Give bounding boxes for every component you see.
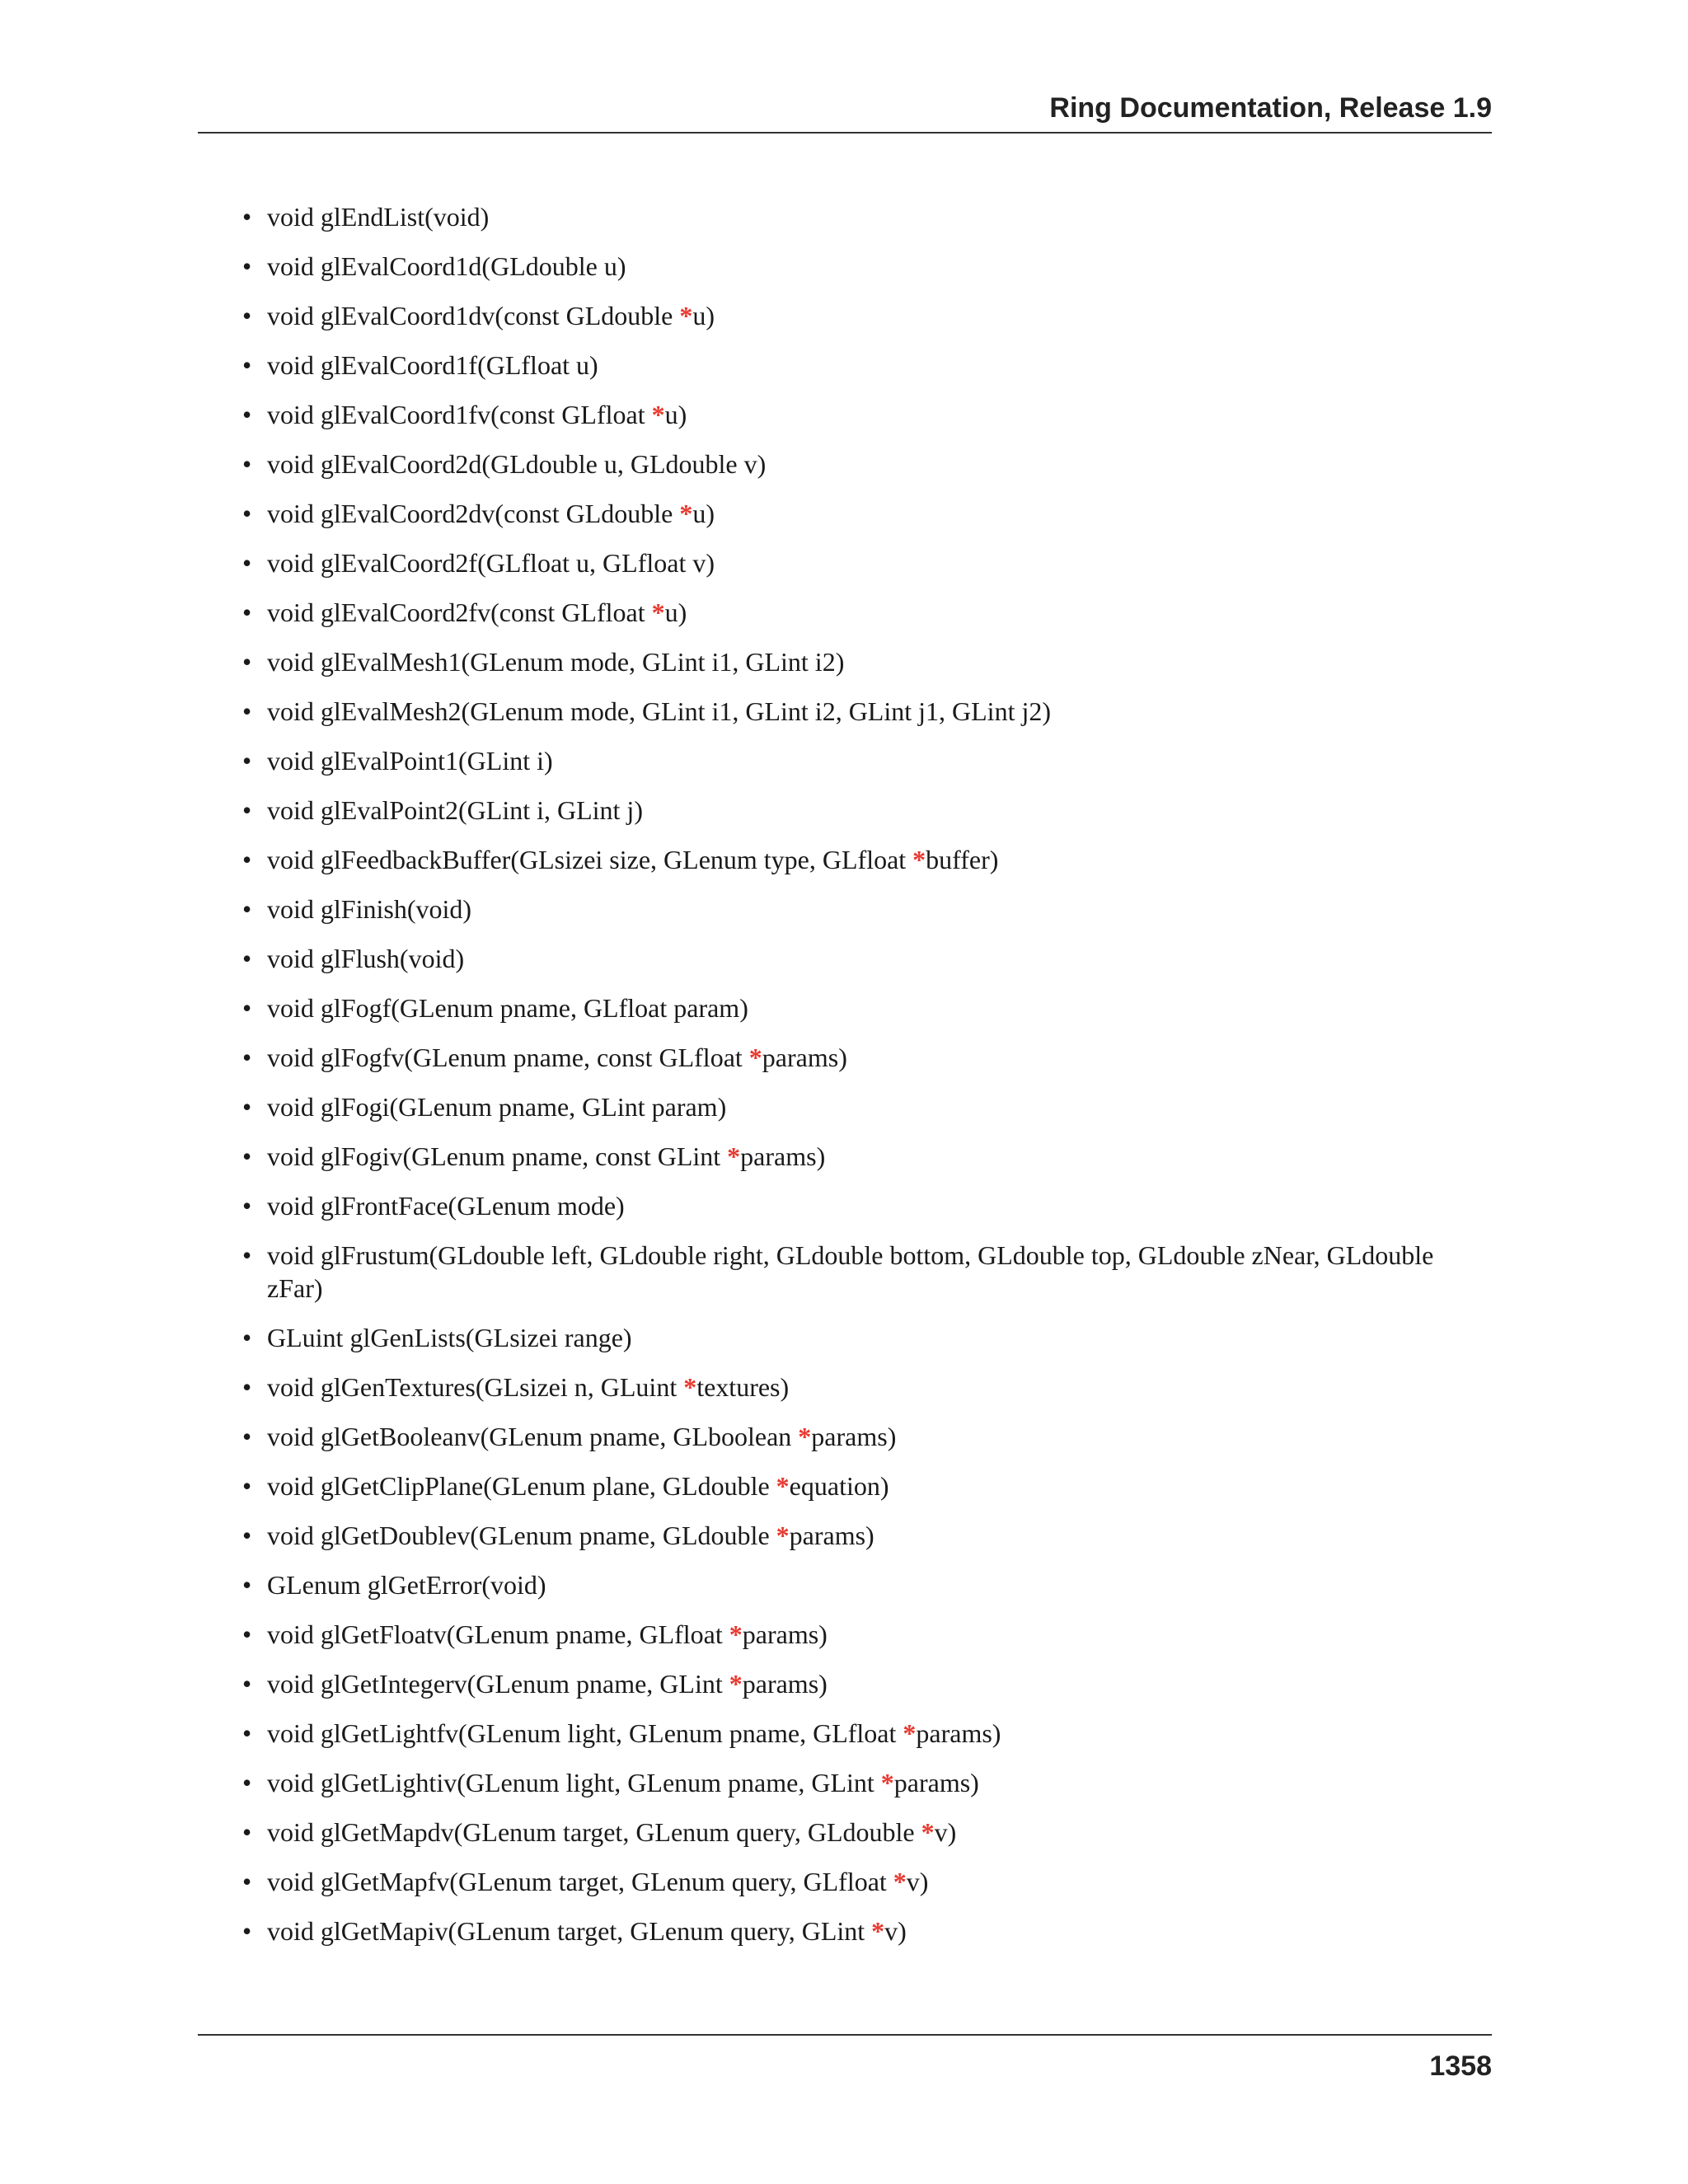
- pointer-star: *: [880, 1768, 894, 1797]
- bullet-icon: •: [242, 845, 252, 874]
- signature-text: void glGetMapfv(GLenum target, GLenum query, GLfloat: [267, 1867, 893, 1896]
- signature-text: void glEvalCoord2f(GLfloat u, GLfloat v): [267, 548, 715, 578]
- bullet-icon: •: [242, 1191, 252, 1221]
- signature-text: void glFogiv(GLenum pname, const GLint: [267, 1141, 728, 1171]
- signature-text-after-pointer: params): [811, 1422, 897, 1451]
- list-item: [242, 1568, 1492, 1601]
- signature-text: void glFrontFace(GLenum mode): [267, 1191, 625, 1221]
- pointer-star: *: [679, 499, 693, 528]
- pointer-star: *: [893, 1867, 907, 1896]
- function-list: [242, 200, 1492, 1964]
- function-signature: [267, 350, 598, 380]
- bullet-icon: •: [242, 1141, 252, 1171]
- function-signature: [267, 1141, 825, 1171]
- bullet-icon: •: [242, 1867, 252, 1896]
- signature-text: void glGetDoublev(GLenum pname, GLdouble: [267, 1521, 776, 1550]
- signature-text-after-pointer: v): [934, 1817, 957, 1847]
- bullet-icon: •: [242, 647, 252, 677]
- signature-text: void glEvalCoord2d(GLdouble u, GLdouble v): [267, 449, 767, 479]
- signature-text-after-pointer: buffer): [926, 845, 999, 874]
- bullet-icon: •: [242, 1669, 252, 1699]
- bullet-icon: •: [242, 251, 252, 281]
- function-signature: [267, 845, 998, 874]
- function-signature: [267, 1323, 632, 1352]
- function-signature: [267, 449, 766, 479]
- list-item: [242, 1865, 1492, 1898]
- bullet-icon: •: [242, 1092, 252, 1122]
- function-signature: [267, 746, 553, 776]
- bullet-icon: •: [242, 499, 252, 528]
- pointer-star: *: [871, 1916, 885, 1946]
- signature-text: void glFinish(void): [267, 894, 472, 924]
- list-item: [242, 1090, 1492, 1123]
- signature-text: void glFrustum(GLdouble left, GLdouble right, GLdouble bottom, GLdouble top, GLdouble zNear, GLdouble zFar): [267, 1240, 1434, 1303]
- signature-text: void glGetLightfv(GLenum light, GLenum pname, GLfloat: [267, 1718, 903, 1748]
- bullet-icon: •: [242, 1521, 252, 1550]
- bullet-icon: •: [242, 1422, 252, 1451]
- bullet-icon: •: [242, 1768, 252, 1797]
- list-item: [242, 1519, 1492, 1552]
- page-number: 1358: [1429, 2050, 1492, 2082]
- function-signature: [267, 696, 1051, 726]
- function-signature: [267, 944, 464, 973]
- signature-text: void glEvalMesh2(GLenum mode, GLint i1, GLint i2, GLint j1, GLint j2): [267, 696, 1051, 726]
- function-signature: [267, 301, 715, 330]
- function-signature: [267, 1817, 956, 1847]
- pointer-star: *: [651, 598, 665, 627]
- signature-text: void glGetBooleanv(GLenum pname, GLboolean: [267, 1422, 799, 1451]
- list-item: [242, 497, 1492, 530]
- function-signature: [267, 1471, 889, 1501]
- signature-text-after-pointer: params): [893, 1768, 979, 1797]
- function-signature: [267, 1669, 828, 1699]
- list-item: [242, 1041, 1492, 1074]
- list-item: [242, 299, 1492, 332]
- list-item: [242, 1618, 1492, 1651]
- signature-text: void glEvalPoint1(GLint i): [267, 746, 553, 776]
- document-title: Ring Documentation, Release 1.9: [1049, 92, 1492, 124]
- signature-text: void glFogf(GLenum pname, GLfloat param): [267, 993, 748, 1023]
- signature-text: void glEvalMesh1(GLenum mode, GLint i1, GLint i2): [267, 647, 845, 677]
- bullet-icon: •: [242, 894, 252, 924]
- bullet-icon: •: [242, 1240, 252, 1270]
- list-item: [242, 645, 1492, 678]
- bullet-icon: •: [242, 1323, 252, 1352]
- bullet-icon: •: [242, 993, 252, 1023]
- list-item: [242, 1239, 1492, 1305]
- signature-text: void glGetLightiv(GLenum light, GLenum pname, GLint: [267, 1768, 881, 1797]
- list-item: [242, 942, 1492, 975]
- function-signature: [267, 1570, 546, 1600]
- function-signature: [267, 598, 687, 627]
- function-signature: [267, 1043, 847, 1072]
- pointer-star: *: [683, 1372, 697, 1402]
- page-footer: [198, 2034, 1492, 2082]
- list-item: [242, 794, 1492, 827]
- function-signature: [267, 1619, 828, 1649]
- function-signature: [267, 499, 715, 528]
- pointer-star: *: [776, 1521, 790, 1550]
- function-signature: [267, 1191, 625, 1221]
- pointer-star: *: [912, 845, 926, 874]
- signature-text: void glEvalCoord1dv(const GLdouble: [267, 301, 680, 330]
- function-signature: [267, 795, 643, 825]
- signature-text: void glFlush(void): [267, 944, 465, 973]
- signature-text-after-pointer: textures): [696, 1372, 790, 1402]
- list-item: [242, 695, 1492, 728]
- signature-text: void glEvalCoord1d(GLdouble u): [267, 251, 626, 281]
- function-signature: [267, 1521, 874, 1550]
- list-item: [242, 1420, 1492, 1453]
- pointer-star: *: [798, 1422, 812, 1451]
- bullet-icon: •: [242, 1619, 252, 1649]
- list-item: [242, 1816, 1492, 1849]
- signature-text-after-pointer: params): [789, 1521, 874, 1550]
- bullet-icon: •: [242, 1916, 252, 1946]
- bullet-icon: •: [242, 449, 252, 479]
- list-item: [242, 1766, 1492, 1799]
- page-header: [198, 91, 1492, 134]
- signature-text: void glFeedbackBuffer(GLsizei size, GLenum type, GLfloat: [267, 845, 913, 874]
- bullet-icon: •: [242, 548, 252, 578]
- signature-text: void glFogi(GLenum pname, GLint param): [267, 1092, 727, 1122]
- bullet-icon: •: [242, 795, 252, 825]
- signature-text: void glGetClipPlane(GLenum plane, GLdouble: [267, 1471, 776, 1501]
- signature-text: void glEvalCoord1f(GLfloat u): [267, 350, 598, 380]
- signature-text-after-pointer: v): [906, 1867, 929, 1896]
- signature-text: GLenum glGetError(void): [267, 1570, 546, 1600]
- signature-text-after-pointer: params): [742, 1619, 828, 1649]
- bullet-icon: •: [242, 1043, 252, 1072]
- function-signature: [267, 1092, 726, 1122]
- bullet-icon: •: [242, 350, 252, 380]
- signature-text-after-pointer: params): [742, 1669, 828, 1699]
- function-signature: [267, 202, 489, 232]
- function-signature: [267, 647, 844, 677]
- function-signature: [267, 1718, 1001, 1748]
- list-item: [242, 991, 1492, 1024]
- pointer-star: *: [729, 1669, 743, 1699]
- function-signature: [267, 1867, 928, 1896]
- signature-text: void glGenTextures(GLsizei n, GLuint: [267, 1372, 684, 1402]
- bullet-icon: •: [242, 746, 252, 776]
- function-signature: [267, 251, 626, 281]
- bullet-icon: •: [242, 1372, 252, 1402]
- signature-text: void glGetMapiv(GLenum target, GLenum query, GLint: [267, 1916, 872, 1946]
- list-item: [242, 1321, 1492, 1354]
- bullet-icon: •: [242, 1817, 252, 1847]
- signature-text-after-pointer: v): [884, 1916, 907, 1946]
- function-signature: [267, 1916, 907, 1946]
- list-item: [242, 1915, 1492, 1947]
- pointer-star: *: [679, 301, 693, 330]
- list-item: [242, 1717, 1492, 1750]
- pointer-star: *: [748, 1043, 762, 1072]
- list-item: [242, 250, 1492, 283]
- signature-text-after-pointer: u): [664, 598, 687, 627]
- function-signature: [267, 1240, 1433, 1303]
- bullet-icon: •: [242, 1718, 252, 1748]
- list-item: [242, 546, 1492, 579]
- signature-text: void glEvalPoint2(GLint i, GLint j): [267, 795, 643, 825]
- bullet-icon: •: [242, 202, 252, 232]
- signature-text: void glGetIntegerv(GLenum pname, GLint: [267, 1669, 729, 1699]
- pointer-star: *: [651, 400, 665, 429]
- list-item: [242, 349, 1492, 382]
- signature-text: GLuint glGenLists(GLsizei range): [267, 1323, 632, 1352]
- bullet-icon: •: [242, 1471, 252, 1501]
- pointer-star: *: [903, 1718, 917, 1748]
- bullet-icon: •: [242, 944, 252, 973]
- signature-text-after-pointer: params): [916, 1718, 1001, 1748]
- function-signature: [267, 1768, 979, 1797]
- function-signature: [267, 993, 748, 1023]
- signature-text-after-pointer: u): [692, 301, 715, 330]
- signature-text-after-pointer: params): [762, 1043, 847, 1072]
- function-signature: [267, 1422, 896, 1451]
- signature-text: void glEndList(void): [267, 202, 490, 232]
- pointer-star: *: [727, 1141, 741, 1171]
- signature-text: void glGetMapdv(GLenum target, GLenum query, GLdouble: [267, 1817, 921, 1847]
- bullet-icon: •: [242, 1570, 252, 1600]
- pointer-star: *: [921, 1817, 935, 1847]
- list-item: [242, 448, 1492, 480]
- function-signature: [267, 894, 471, 924]
- signature-text: void glEvalCoord2dv(const GLdouble: [267, 499, 680, 528]
- bullet-icon: •: [242, 400, 252, 429]
- signature-text-after-pointer: equation): [789, 1471, 889, 1501]
- function-signature: [267, 1372, 789, 1402]
- bullet-icon: •: [242, 301, 252, 330]
- list-item: [242, 1189, 1492, 1222]
- list-item: [242, 200, 1492, 233]
- pointer-star: *: [729, 1619, 743, 1649]
- signature-text-after-pointer: u): [692, 499, 715, 528]
- signature-text: void glFogfv(GLenum pname, const GLfloat: [267, 1043, 749, 1072]
- list-item: [242, 893, 1492, 926]
- list-item: [242, 1371, 1492, 1404]
- list-item: [242, 398, 1492, 431]
- list-item: [242, 596, 1492, 629]
- pointer-star: *: [776, 1471, 790, 1501]
- signature-text: void glEvalCoord2fv(const GLfloat: [267, 598, 652, 627]
- signature-text-after-pointer: u): [664, 400, 687, 429]
- bullet-icon: •: [242, 696, 252, 726]
- bullet-icon: •: [242, 598, 252, 627]
- list-item: [242, 843, 1492, 876]
- signature-text-after-pointer: params): [740, 1141, 826, 1171]
- list-item: [242, 744, 1492, 777]
- list-item: [242, 1140, 1492, 1173]
- signature-text: void glGetFloatv(GLenum pname, GLfloat: [267, 1619, 729, 1649]
- signature-text: void glEvalCoord1fv(const GLfloat: [267, 400, 652, 429]
- list-item: [242, 1667, 1492, 1700]
- function-signature: [267, 548, 715, 578]
- function-signature: [267, 400, 687, 429]
- list-item: [242, 1469, 1492, 1502]
